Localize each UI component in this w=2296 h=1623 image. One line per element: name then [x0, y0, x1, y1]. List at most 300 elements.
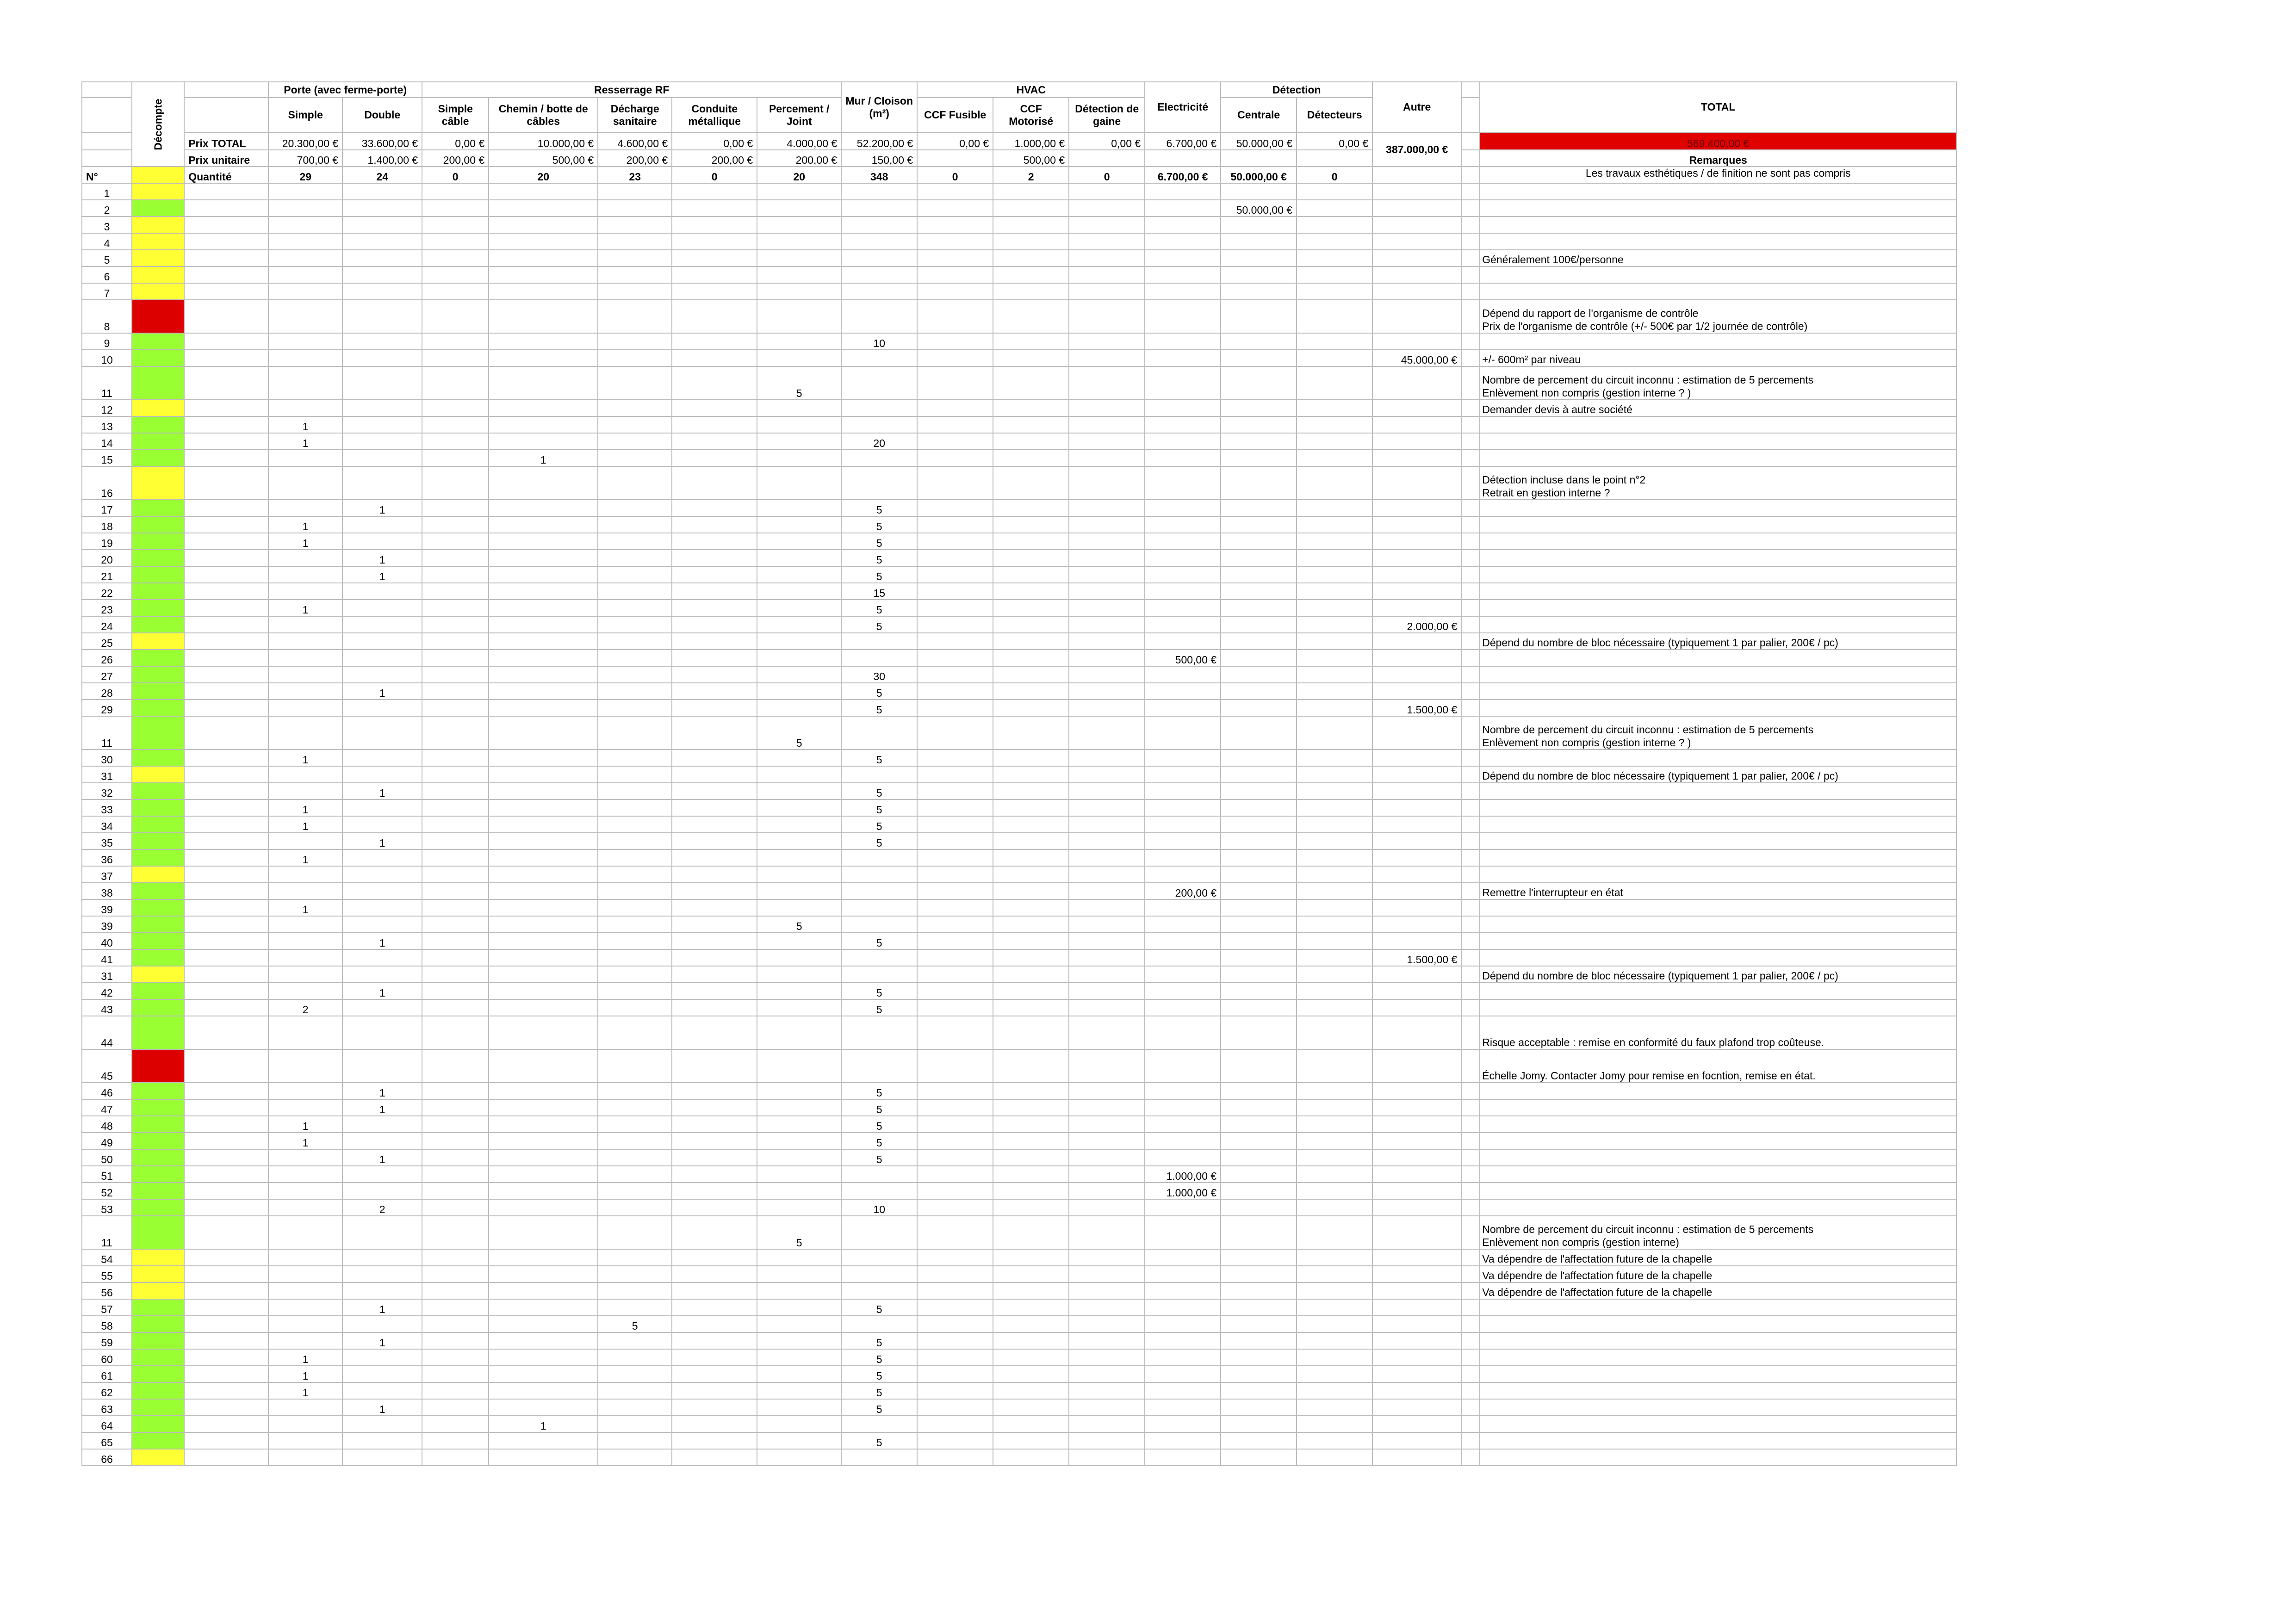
cell-double[interactable] — [342, 433, 422, 450]
cell-double[interactable] — [342, 1016, 422, 1049]
ccf-motorise-column-header[interactable]: CCF Motorisé — [993, 98, 1069, 132]
cell-double[interactable]: 1 — [342, 783, 422, 799]
cell-percement[interactable] — [757, 300, 841, 333]
quantite-label[interactable]: Quantité — [184, 167, 268, 183]
cell-mur[interactable] — [841, 200, 917, 217]
remark-cell[interactable] — [1480, 833, 1956, 849]
cell-electricite[interactable] — [1145, 1149, 1221, 1166]
cell-mur[interactable]: 5 — [841, 1332, 917, 1349]
status-swatch[interactable] — [132, 1166, 184, 1183]
cell-detection-gaine[interactable] — [1069, 1316, 1145, 1332]
remark-cell[interactable] — [1480, 433, 1956, 450]
cell-decharge[interactable] — [598, 833, 672, 849]
cell-ccf-fusible[interactable] — [917, 1116, 993, 1133]
quantite-conduite[interactable]: 0 — [672, 167, 757, 183]
cell-simple[interactable]: 1 — [268, 1366, 342, 1382]
cell[interactable] — [184, 1382, 268, 1399]
cell-chemin[interactable] — [489, 983, 598, 999]
cell-simple-cable[interactable] — [422, 183, 489, 200]
cell-ccf-fusible[interactable] — [917, 1332, 993, 1349]
status-swatch[interactable] — [132, 1133, 184, 1149]
cell-simple-cable[interactable] — [422, 866, 489, 883]
cell-centrale[interactable] — [1221, 333, 1297, 350]
cell-double[interactable] — [342, 1266, 422, 1282]
cell[interactable] — [184, 600, 268, 616]
cell-electricite[interactable] — [1145, 516, 1221, 533]
cell[interactable] — [184, 766, 268, 783]
cell-electricite[interactable] — [1145, 1083, 1221, 1099]
remark-cell[interactable] — [1480, 266, 1956, 283]
cell-decharge[interactable] — [598, 650, 672, 666]
status-swatch[interactable] — [132, 1016, 184, 1049]
cell-simple-cable[interactable] — [422, 416, 489, 433]
cell-simple-cable[interactable] — [422, 466, 489, 500]
cell-detection-gaine[interactable] — [1069, 183, 1145, 200]
cell[interactable] — [1461, 683, 1480, 700]
cell-chemin[interactable] — [489, 650, 598, 666]
cell-detecteurs[interactable] — [1297, 566, 1372, 583]
cell-centrale[interactable] — [1221, 849, 1297, 866]
cell-ccf-motorise[interactable] — [993, 899, 1069, 916]
remark-cell[interactable]: Dépend du nombre de bloc nécessaire (typiquement 1 par palier, 200€ / pc) — [1480, 766, 1956, 783]
row-number[interactable]: 28 — [82, 683, 132, 700]
cell-detection-gaine[interactable] — [1069, 217, 1145, 233]
cell-centrale[interactable] — [1221, 1349, 1297, 1366]
remark-cell[interactable] — [1480, 1083, 1956, 1099]
cell-percement[interactable] — [757, 583, 841, 600]
cell-simple[interactable]: 1 — [268, 1382, 342, 1399]
cell-simple[interactable]: 1 — [268, 899, 342, 916]
cell-simple[interactable] — [268, 500, 342, 516]
cell-conduite[interactable] — [672, 1316, 757, 1332]
cell-centrale[interactable] — [1221, 466, 1297, 500]
cell-centrale[interactable] — [1221, 1016, 1297, 1049]
cell-chemin[interactable] — [489, 1166, 598, 1183]
prix-unitaire-electricite[interactable] — [1145, 150, 1221, 167]
cell-simple-cable[interactable] — [422, 1016, 489, 1049]
cell[interactable] — [184, 866, 268, 883]
prix-total-simple[interactable]: 20.300,00 € — [268, 132, 342, 150]
cell-ccf-motorise[interactable] — [993, 1199, 1069, 1216]
cell-percement[interactable] — [757, 633, 841, 650]
cell-conduite[interactable] — [672, 1416, 757, 1432]
cell-mur[interactable] — [841, 916, 917, 933]
cell-chemin[interactable] — [489, 1299, 598, 1316]
row-number[interactable]: 31 — [82, 766, 132, 783]
cell-decharge[interactable]: 5 — [598, 1316, 672, 1332]
status-swatch[interactable] — [132, 1083, 184, 1099]
cell-simple-cable[interactable] — [422, 433, 489, 450]
cell-simple-cable[interactable] — [422, 899, 489, 916]
row-number[interactable]: 57 — [82, 1299, 132, 1316]
cell-simple-cable[interactable] — [422, 1299, 489, 1316]
detecteurs-column-header[interactable]: Détecteurs — [1297, 98, 1372, 132]
cell-percement[interactable] — [757, 799, 841, 816]
cell-ccf-motorise[interactable] — [993, 533, 1069, 550]
cell-ccf-motorise[interactable] — [993, 683, 1069, 700]
cell[interactable] — [1461, 183, 1480, 200]
cell-electricite[interactable] — [1145, 949, 1221, 966]
cell-detecteurs[interactable] — [1297, 716, 1372, 750]
cell-simple-cable[interactable] — [422, 350, 489, 366]
decharge-column-header[interactable]: Décharge sanitaire — [598, 98, 672, 132]
cell-percement[interactable] — [757, 983, 841, 999]
prix-unitaire-label[interactable]: Prix unitaire — [184, 150, 268, 167]
prix-unitaire-simple-cable[interactable]: 200,00 € — [422, 150, 489, 167]
cell[interactable] — [1461, 1282, 1480, 1299]
cell-decharge[interactable] — [598, 217, 672, 233]
cell-ccf-motorise[interactable] — [993, 750, 1069, 766]
cell-electricite[interactable] — [1145, 1299, 1221, 1316]
row-number[interactable]: 10 — [82, 350, 132, 366]
mur-column-header[interactable]: Mur / Cloison (m²) — [841, 82, 917, 132]
cell[interactable] — [184, 966, 268, 983]
cell-ccf-fusible[interactable] — [917, 999, 993, 1016]
cell-centrale[interactable] — [1221, 1166, 1297, 1183]
cell-detecteurs[interactable] — [1297, 883, 1372, 899]
cell-ccf-fusible[interactable] — [917, 1266, 993, 1282]
cell-simple[interactable] — [268, 217, 342, 233]
cell-decharge[interactable] — [598, 916, 672, 933]
cell-detection-gaine[interactable] — [1069, 500, 1145, 516]
cell-simple[interactable] — [268, 1432, 342, 1449]
cell-conduite[interactable] — [672, 899, 757, 916]
remarques-header[interactable]: Remarques — [1480, 150, 1956, 167]
cell-conduite[interactable] — [672, 849, 757, 866]
cell-detecteurs[interactable] — [1297, 816, 1372, 833]
cell-detecteurs[interactable] — [1297, 1049, 1372, 1083]
cell[interactable] — [184, 450, 268, 466]
remark-cell[interactable]: Remettre l'interrupteur en état — [1480, 883, 1956, 899]
cell-conduite[interactable] — [672, 217, 757, 233]
remark-cell[interactable] — [1480, 233, 1956, 250]
cell-double[interactable]: 1 — [342, 1299, 422, 1316]
cell-ccf-motorise[interactable] — [993, 1216, 1069, 1249]
cell[interactable] — [184, 1016, 268, 1049]
cell-autre[interactable] — [1372, 933, 1461, 949]
cell-ccf-fusible[interactable] — [917, 766, 993, 783]
cell[interactable] — [1461, 816, 1480, 833]
detection-group-header[interactable]: Détection — [1221, 82, 1372, 98]
cell-electricite[interactable] — [1145, 1266, 1221, 1282]
cell-simple[interactable]: 1 — [268, 433, 342, 450]
cell[interactable] — [184, 683, 268, 700]
cell-percement[interactable] — [757, 600, 841, 616]
cell[interactable] — [1461, 1166, 1480, 1183]
cell-simple[interactable] — [268, 650, 342, 666]
cell-simple-cable[interactable] — [422, 1049, 489, 1083]
cell-decharge[interactable] — [598, 283, 672, 300]
cell-simple[interactable] — [268, 1299, 342, 1316]
cell[interactable] — [184, 566, 268, 583]
cell-simple-cable[interactable] — [422, 1199, 489, 1216]
cell-centrale[interactable] — [1221, 633, 1297, 650]
cell-detection-gaine[interactable] — [1069, 783, 1145, 799]
remark-cell[interactable] — [1480, 700, 1956, 716]
cell-centrale[interactable] — [1221, 183, 1297, 200]
remark-cell[interactable] — [1480, 1432, 1956, 1449]
cell-decharge[interactable] — [598, 1382, 672, 1399]
cell-centrale[interactable] — [1221, 933, 1297, 949]
cell-detection-gaine[interactable] — [1069, 1332, 1145, 1349]
remark-cell[interactable] — [1480, 866, 1956, 883]
cell-simple-cable[interactable] — [422, 1099, 489, 1116]
cell-double[interactable] — [342, 1049, 422, 1083]
cell-mur[interactable] — [841, 1016, 917, 1049]
cell-electricite[interactable] — [1145, 1133, 1221, 1149]
cell-simple[interactable]: 1 — [268, 750, 342, 766]
cell[interactable] — [184, 783, 268, 799]
cell-mur[interactable]: 5 — [841, 1399, 917, 1416]
cell-decharge[interactable] — [598, 1016, 672, 1049]
cell-conduite[interactable] — [672, 400, 757, 416]
cell[interactable] — [184, 1266, 268, 1282]
cell-detecteurs[interactable] — [1297, 333, 1372, 350]
cell-conduite[interactable] — [672, 1216, 757, 1249]
cell-percement[interactable] — [757, 1299, 841, 1316]
cell-autre[interactable] — [1372, 566, 1461, 583]
remark-cell[interactable] — [1480, 1382, 1956, 1399]
status-swatch[interactable] — [132, 1183, 184, 1199]
cell-decharge[interactable] — [598, 1399, 672, 1416]
cell[interactable] — [1461, 1199, 1480, 1216]
cell-ccf-fusible[interactable] — [917, 450, 993, 466]
cell-ccf-motorise[interactable] — [993, 966, 1069, 983]
cell[interactable] — [184, 1183, 268, 1199]
cell-simple[interactable]: 1 — [268, 1133, 342, 1149]
row-number[interactable]: 6 — [82, 266, 132, 283]
remark-cell[interactable]: Nombre de percement du circuit inconnu : estimation de 5 percements Enlèvement non compris (gestion interne) — [1480, 1216, 1956, 1249]
cell-simple-cable[interactable] — [422, 516, 489, 533]
cell-double[interactable]: 2 — [342, 1199, 422, 1216]
cell[interactable] — [1461, 433, 1480, 450]
cell-autre[interactable] — [1372, 1049, 1461, 1083]
cell-mur[interactable] — [841, 1249, 917, 1266]
cell[interactable] — [1461, 1183, 1480, 1199]
prix-total-detecteurs[interactable]: 0,00 € — [1297, 132, 1372, 150]
cell-autre[interactable] — [1372, 916, 1461, 933]
cell-mur[interactable] — [841, 233, 917, 250]
cell-ccf-fusible[interactable] — [917, 1366, 993, 1382]
cell-conduite[interactable] — [672, 416, 757, 433]
cell-autre[interactable] — [1372, 1416, 1461, 1432]
cell-ccf-fusible[interactable] — [917, 1449, 993, 1466]
cell-autre[interactable] — [1372, 999, 1461, 1016]
cell-autre[interactable] — [1372, 766, 1461, 783]
percement-column-header[interactable]: Percement / Joint — [757, 98, 841, 132]
cell-autre[interactable] — [1372, 866, 1461, 883]
cell-simple-cable[interactable] — [422, 1116, 489, 1133]
cell[interactable] — [1461, 983, 1480, 999]
quantite-decharge[interactable]: 23 — [598, 167, 672, 183]
cell-detecteurs[interactable] — [1297, 283, 1372, 300]
cell[interactable] — [184, 1366, 268, 1382]
cell[interactable] — [1461, 217, 1480, 233]
status-swatch[interactable] — [132, 433, 184, 450]
cell-decharge[interactable] — [598, 1183, 672, 1199]
cell[interactable] — [184, 650, 268, 666]
cell-simple[interactable] — [268, 300, 342, 333]
cell-autre[interactable] — [1372, 1166, 1461, 1183]
cell-chemin[interactable] — [489, 1382, 598, 1399]
row-number[interactable]: 58 — [82, 1316, 132, 1332]
row-number[interactable]: 37 — [82, 866, 132, 883]
cell-electricite[interactable] — [1145, 350, 1221, 366]
cell-decharge[interactable] — [598, 233, 672, 250]
status-swatch[interactable] — [132, 1432, 184, 1449]
cell-simple[interactable] — [268, 983, 342, 999]
cell-autre[interactable] — [1372, 633, 1461, 650]
cell-percement[interactable] — [757, 1382, 841, 1399]
cell-ccf-motorise[interactable] — [993, 983, 1069, 999]
cell-autre[interactable] — [1372, 1216, 1461, 1249]
cell[interactable] — [184, 1282, 268, 1299]
cell-double[interactable] — [342, 583, 422, 600]
cell-centrale[interactable] — [1221, 716, 1297, 750]
cell-mur[interactable] — [841, 949, 917, 966]
cell-detecteurs[interactable] — [1297, 550, 1372, 566]
cell-detection-gaine[interactable] — [1069, 366, 1145, 400]
cell-electricite[interactable] — [1145, 450, 1221, 466]
cell-detecteurs[interactable] — [1297, 450, 1372, 466]
remark-cell[interactable] — [1480, 799, 1956, 816]
row-number[interactable]: 31 — [82, 966, 132, 983]
cell-chemin[interactable] — [489, 1099, 598, 1116]
cell-double[interactable] — [342, 466, 422, 500]
row-number[interactable]: 26 — [82, 650, 132, 666]
cell-ccf-motorise[interactable] — [993, 1449, 1069, 1466]
cell-ccf-fusible[interactable] — [917, 866, 993, 883]
cell[interactable] — [1461, 1366, 1480, 1382]
cell-simple-cable[interactable] — [422, 983, 489, 999]
cell-detection-gaine[interactable] — [1069, 516, 1145, 533]
cell-detecteurs[interactable] — [1297, 250, 1372, 266]
cell-electricite[interactable] — [1145, 1316, 1221, 1332]
cell-centrale[interactable] — [1221, 1299, 1297, 1316]
cell-mur[interactable] — [841, 416, 917, 433]
cell-ccf-motorise[interactable] — [993, 566, 1069, 583]
cell[interactable] — [1461, 1332, 1480, 1349]
cell-ccf-fusible[interactable] — [917, 966, 993, 983]
cell-detection-gaine[interactable] — [1069, 550, 1145, 566]
cell-decharge[interactable] — [598, 1449, 672, 1466]
cell-simple[interactable] — [268, 400, 342, 416]
cell-conduite[interactable] — [672, 750, 757, 766]
cell[interactable] — [184, 466, 268, 500]
cell-decharge[interactable] — [598, 750, 672, 766]
status-swatch[interactable] — [132, 883, 184, 899]
chemin-column-header[interactable]: Chemin / botte de câbles — [489, 98, 598, 132]
cell[interactable] — [1372, 167, 1461, 183]
cell[interactable] — [184, 716, 268, 750]
cell-autre[interactable] — [1372, 1399, 1461, 1416]
cell-ccf-motorise[interactable] — [993, 266, 1069, 283]
cell-centrale[interactable] — [1221, 799, 1297, 816]
cell-detecteurs[interactable] — [1297, 616, 1372, 633]
cell-conduite[interactable] — [672, 516, 757, 533]
cell-electricite[interactable] — [1145, 333, 1221, 350]
cell-ccf-motorise[interactable] — [993, 766, 1069, 783]
cell[interactable] — [184, 1199, 268, 1216]
cell-centrale[interactable] — [1221, 1183, 1297, 1199]
cell-percement[interactable] — [757, 1316, 841, 1332]
no-column-header[interactable]: N° — [82, 167, 132, 183]
cell-ccf-motorise[interactable] — [993, 1016, 1069, 1049]
remark-cell[interactable] — [1480, 1149, 1956, 1166]
cell-electricite[interactable] — [1145, 250, 1221, 266]
cell-conduite[interactable] — [672, 183, 757, 200]
cell-ccf-fusible[interactable] — [917, 783, 993, 799]
cell-chemin[interactable] — [489, 1449, 598, 1466]
cell-double[interactable]: 1 — [342, 983, 422, 999]
status-swatch[interactable] — [132, 866, 184, 883]
cell-double[interactable] — [342, 1183, 422, 1199]
cell[interactable] — [1461, 200, 1480, 217]
cell-conduite[interactable] — [672, 799, 757, 816]
status-swatch[interactable] — [132, 583, 184, 600]
row-number[interactable]: 18 — [82, 516, 132, 533]
remark-cell[interactable] — [1480, 1332, 1956, 1349]
cell-mur[interactable] — [841, 883, 917, 899]
cell-ccf-fusible[interactable] — [917, 833, 993, 849]
cell-double[interactable] — [342, 300, 422, 333]
cell-electricite[interactable] — [1145, 616, 1221, 633]
row-number[interactable]: 24 — [82, 616, 132, 633]
cell-ccf-motorise[interactable] — [993, 883, 1069, 899]
cell-simple-cable[interactable] — [422, 1249, 489, 1266]
cell-ccf-fusible[interactable] — [917, 500, 993, 516]
cell-electricite[interactable] — [1145, 1382, 1221, 1399]
cell-percement[interactable]: 5 — [757, 366, 841, 400]
remark-cell[interactable] — [1480, 650, 1956, 666]
remark-cell[interactable] — [1480, 450, 1956, 466]
cell-detecteurs[interactable] — [1297, 366, 1372, 400]
cell-mur[interactable]: 5 — [841, 999, 917, 1016]
cell-decharge[interactable] — [598, 583, 672, 600]
cell-chemin[interactable] — [489, 816, 598, 833]
cell-percement[interactable] — [757, 1349, 841, 1366]
cell-mur[interactable] — [841, 1316, 917, 1332]
cell[interactable] — [1461, 250, 1480, 266]
cell-conduite[interactable] — [672, 250, 757, 266]
cell-ccf-motorise[interactable] — [993, 633, 1069, 650]
cell-simple-cable[interactable] — [422, 1349, 489, 1366]
status-swatch[interactable] — [132, 1366, 184, 1382]
cell-conduite[interactable] — [672, 1249, 757, 1266]
cell-detecteurs[interactable] — [1297, 350, 1372, 366]
quantite-chemin[interactable]: 20 — [489, 167, 598, 183]
cell-detecteurs[interactable] — [1297, 1332, 1372, 1349]
cell-mur[interactable]: 5 — [841, 783, 917, 799]
cell-conduite[interactable] — [672, 1149, 757, 1166]
cell-chemin[interactable] — [489, 683, 598, 700]
cell-double[interactable] — [342, 1432, 422, 1449]
cell-ccf-fusible[interactable] — [917, 333, 993, 350]
status-swatch[interactable] — [132, 350, 184, 366]
cell-electricite[interactable] — [1145, 1349, 1221, 1366]
cell-conduite[interactable] — [672, 266, 757, 283]
cell-electricite[interactable] — [1145, 966, 1221, 983]
cell-mur[interactable] — [841, 766, 917, 783]
cell-conduite[interactable] — [672, 600, 757, 616]
cell-autre[interactable] — [1372, 716, 1461, 750]
cell[interactable] — [184, 1416, 268, 1432]
cell-percement[interactable] — [757, 250, 841, 266]
cell[interactable] — [1461, 1116, 1480, 1133]
status-swatch[interactable] — [132, 616, 184, 633]
cell-ccf-motorise[interactable] — [993, 183, 1069, 200]
cell-autre[interactable] — [1372, 1133, 1461, 1149]
